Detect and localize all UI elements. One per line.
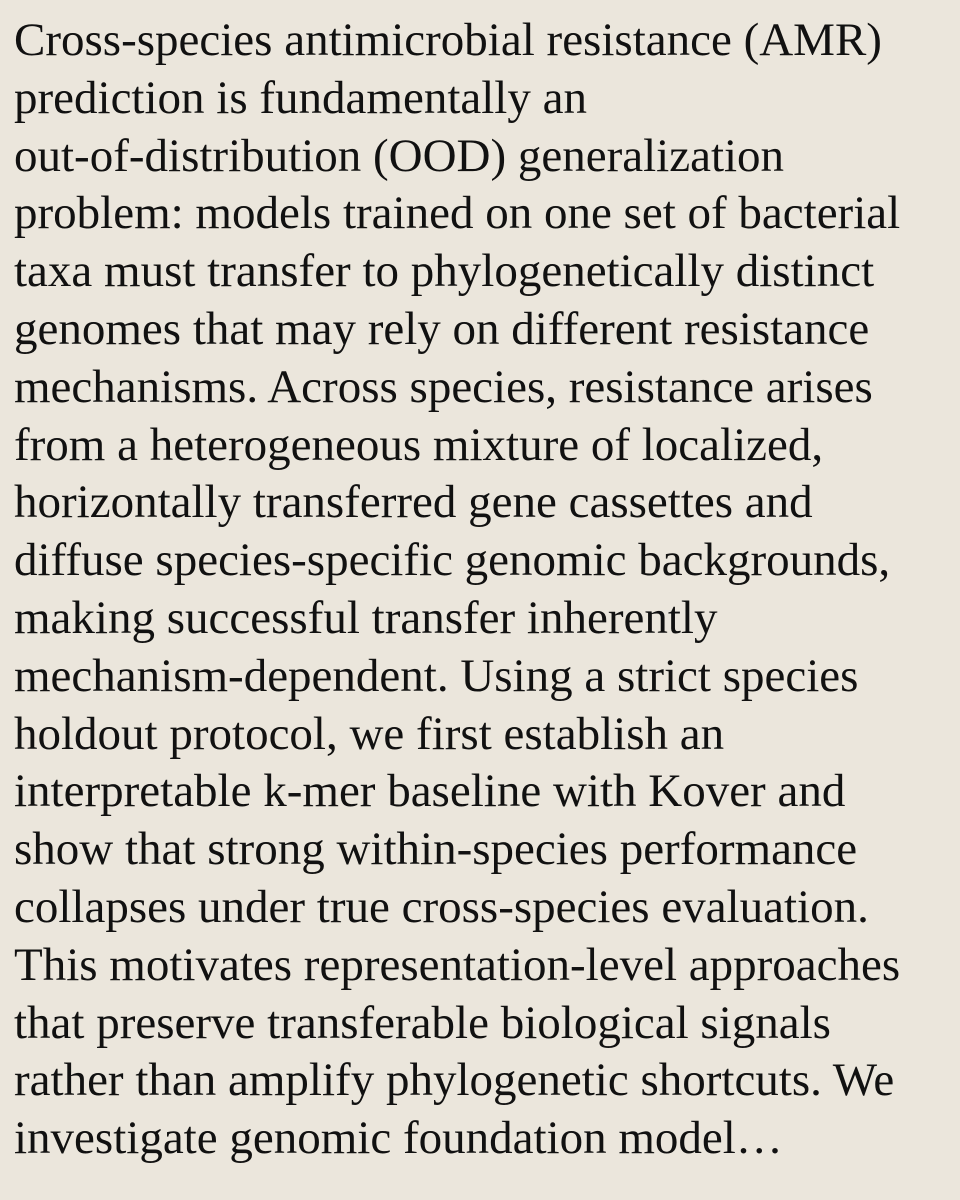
- text-line-2: prediction is fundamentally an: [14, 71, 587, 124]
- text-line-6: genomes that may rely on different resistance: [14, 302, 870, 355]
- text-line-15: show that strong within-species performance: [14, 823, 858, 876]
- text-line-3: out-of-distribution (OOD) generalization: [14, 129, 785, 182]
- text-line-20: investigate genomic foundation model…: [14, 1112, 783, 1165]
- text-line-8: from a heterogeneous mixture of localized,: [14, 418, 824, 471]
- text-line-1: Cross-species antimicrobial resistance (AMR): [14, 14, 882, 66]
- text-line-14: interpretable k-mer baseline with Kover and: [14, 765, 846, 818]
- text-line-11: making successful transfer inherently: [14, 591, 718, 644]
- text-line-5: taxa must transfer to phylogenetically distinct: [14, 245, 875, 298]
- text-line-9: horizontally transferred gene cassettes and: [14, 476, 813, 529]
- text-line-18: that preserve transferable biological signals: [14, 996, 831, 1049]
- abstract-text: [14, 12, 946, 1168]
- text-line-13: holdout protocol, we first establish an: [14, 707, 725, 760]
- text-line-16: collapses under true cross-species evaluation.: [14, 880, 869, 933]
- text-line-17: This motivates representation-level approaches: [14, 938, 901, 991]
- text-line-10: diffuse species-specific genomic backgrounds,: [14, 534, 891, 587]
- text-line-19: rather than amplify phylogenetic shortcuts. We: [14, 1054, 895, 1107]
- text-line-7: mechanisms. Across species, resistance arises: [14, 360, 873, 413]
- text-line-4: problem: models trained on one set of bacterial: [14, 187, 901, 240]
- text-line-12: mechanism-dependent. Using a strict species: [14, 649, 859, 702]
